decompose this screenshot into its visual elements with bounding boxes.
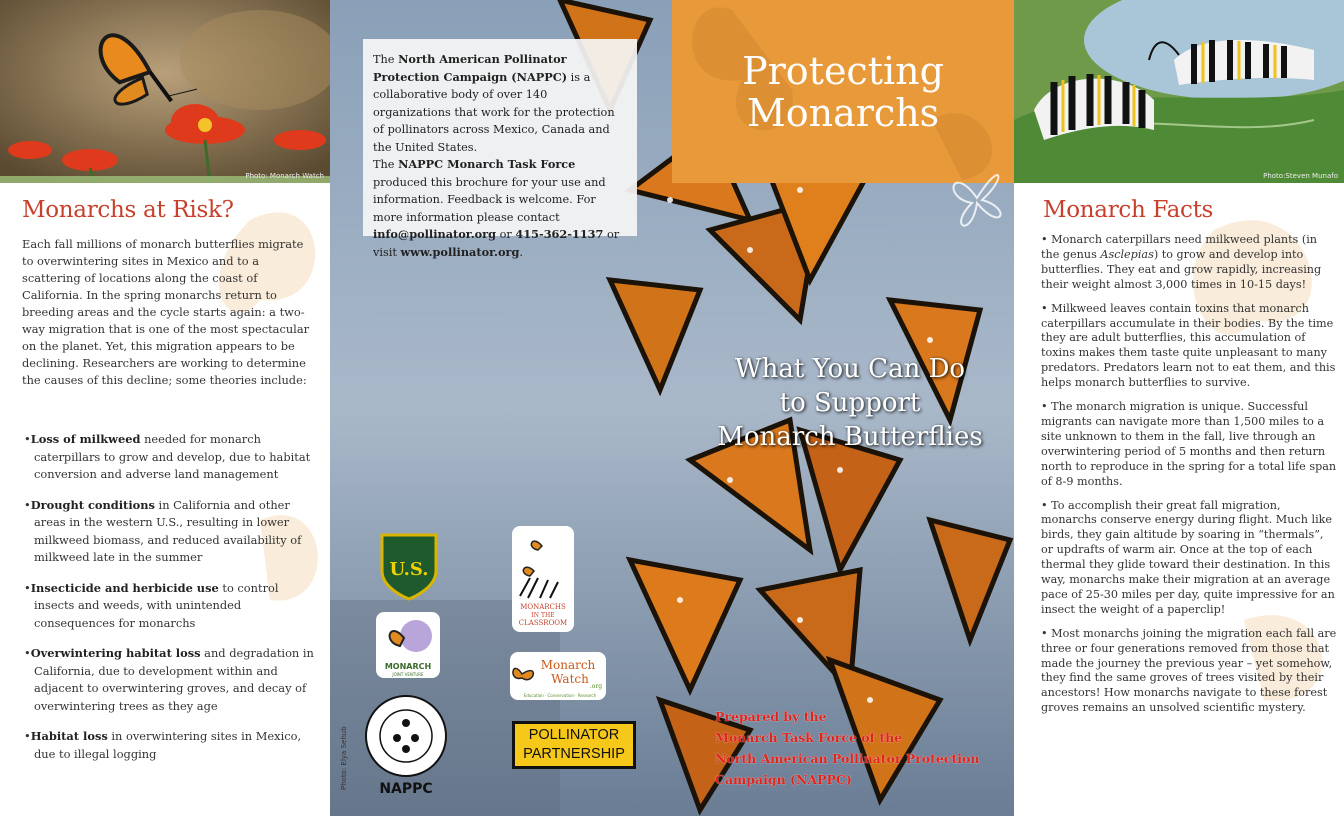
nappc-logo <box>363 693 449 799</box>
pollinator-partnership-logo: POLLINATOR PARTNERSHIP <box>512 721 636 769</box>
monarch-joint-venture-logo <box>376 612 440 678</box>
threats-list <box>24 431 314 776</box>
contact-phone: 415-362-1137 <box>515 227 604 241</box>
monarchs-in-the-classroom-logo <box>512 526 574 632</box>
facts-list <box>1041 233 1337 725</box>
monarch-on-flower-photo <box>0 0 330 183</box>
list-item: • To accomplish their great fall migration, monarchs conserve energy during flight. Much like birds, they gain altitude by soaring in “thermals”, or updrafts of warm air. Once at the top of each thermal they glide toward their destination. In this way, monarchs make their migration at an average pace of 25-30 miles per day, quite impressive for an insect the weight of a paperclip! <box>1041 498 1335 616</box>
list-item: • Milkweed leaves contain toxins that monarch caterpillars accumulate in their bodies. By the time they are adult butterflies, this accumulation of toxins makes them taste quite unpleasant to many predators. Predators learn not to eat them, and this helps monarch butterflies to survive. <box>1041 301 1336 390</box>
svg-text:Monarch: Monarch <box>540 658 596 672</box>
svg-text:NAPPC: NAPPC <box>379 781 433 797</box>
svg-text:CLASSROOM: CLASSROOM <box>518 619 568 627</box>
title-block <box>672 0 1014 183</box>
left-panel <box>0 0 330 816</box>
section-heading-monarch-facts: Monarch Facts <box>1043 197 1214 223</box>
list-item: • The monarch migration is unique. Successful migrants can navigate more than 1,500 miles to a site unknown to them in the fall, live through an overwintering period of 5 months and then return north to reproduce in the spring for a total life span of 8-9 months. <box>1041 400 1337 488</box>
monarch-watch-logo <box>510 652 606 700</box>
brochure-title: Protecting Monarchs <box>742 49 944 135</box>
svg-text:Education · Conservation · Res: Education · Conservation · Research <box>523 693 597 698</box>
list-item: • Overwintering habitat loss and degradation in California, due to development within and adjacent to overwintering groves, and decay of overwintering trees as they age <box>24 645 314 715</box>
svg-text:U.S.: U.S. <box>389 559 429 580</box>
list-item: • Most monarchs joining the migration each fall are three or four generations removed from those that made the journey the previous year – yet somehow, they find the same groves of trees visited by their ancestors! How monarchs navigate to these forest groves remains an unsolved scientific mystery. <box>1041 626 1337 715</box>
list-item: • Loss of milkweed needed for monarch caterpillars to grow and develop, due to habitat conversion and adverse land management <box>24 431 314 484</box>
photo-credit: Photo: Monarch Watch <box>245 172 324 180</box>
center-panel <box>330 0 1014 816</box>
list-item: • Habitat loss in overwintering sites in Mexico, due to illegal logging <box>24 728 314 763</box>
caterpillar-photo <box>1014 0 1344 183</box>
svg-text:JOINT VENTURE: JOINT VENTURE <box>392 672 424 677</box>
photo-credit: Photo:Steven Munafo <box>1263 172 1338 180</box>
intro-paragraph: Each fall millions of monarch butterflies migrate to overwintering sites in Mexico and to a scattering of locations along the coast of California. In the spring monarchs return to breeding areas and the cycle starts again: a two-way migration that is one of the most spectacular on the planet. Yet, this migration appears to be declining. Researchers are working to determine the causes of this decline; some theories include: <box>22 237 310 387</box>
brochure-subtitle: What You Can Do to Support Monarch Butterflies <box>717 354 983 452</box>
contact-email-link[interactable]: info@pollinator.org <box>373 227 497 241</box>
svg-text:MONARCH: MONARCH <box>384 662 432 671</box>
svg-text:MONARCHS: MONARCHS <box>520 603 566 611</box>
right-panel <box>1014 0 1344 816</box>
usfs-shield-logo <box>378 531 440 601</box>
list-item: • Monarch caterpillars need milkweed plants (in the genus Asclepias) to grow and develop into butterflies. They eat and grow rapidly, increasing their weight almost 3,000 times in 10-15 days! <box>1041 233 1322 291</box>
website-link[interactable]: www.pollinator.org <box>400 244 520 259</box>
svg-text:IN THE: IN THE <box>531 612 555 619</box>
list-item: • Insecticide and herbicide use to control insects and weeds, with unintended consequences for monarchs <box>24 580 314 633</box>
list-item: • Drought conditions in California and other areas in the western U.S., resulting in lower milkweed biomass, and reduced availability of milkweed late in the summer <box>24 497 314 567</box>
svg-text:.org: .org <box>589 683 603 690</box>
prepared-by-credit: Prepared by the Monarch Task Force of the North American Pollinator Protection Campaign (NAPPC) <box>715 709 980 787</box>
nappc-info-box: The North American Pollinator Protection Campaign (NAPPC) is a collaborative body of over 140 organizations that work for the protection of pollinators across Mexico, Canada and the United States. The NAPPC Monarch Task Force produced this brochure for your use and information. Feedback is welcome. For more information please contact info@pollinator.org or 415-362-1137 or visit www.pollinator.org. <box>363 39 637 236</box>
svg-text:Watch: Watch <box>551 672 589 686</box>
photo-credit: Photo: Elya Sehub <box>340 726 348 790</box>
section-heading-monarchs-at-risk: Monarchs at Risk? <box>22 197 234 223</box>
butterfly-outline-icon <box>942 158 1012 238</box>
